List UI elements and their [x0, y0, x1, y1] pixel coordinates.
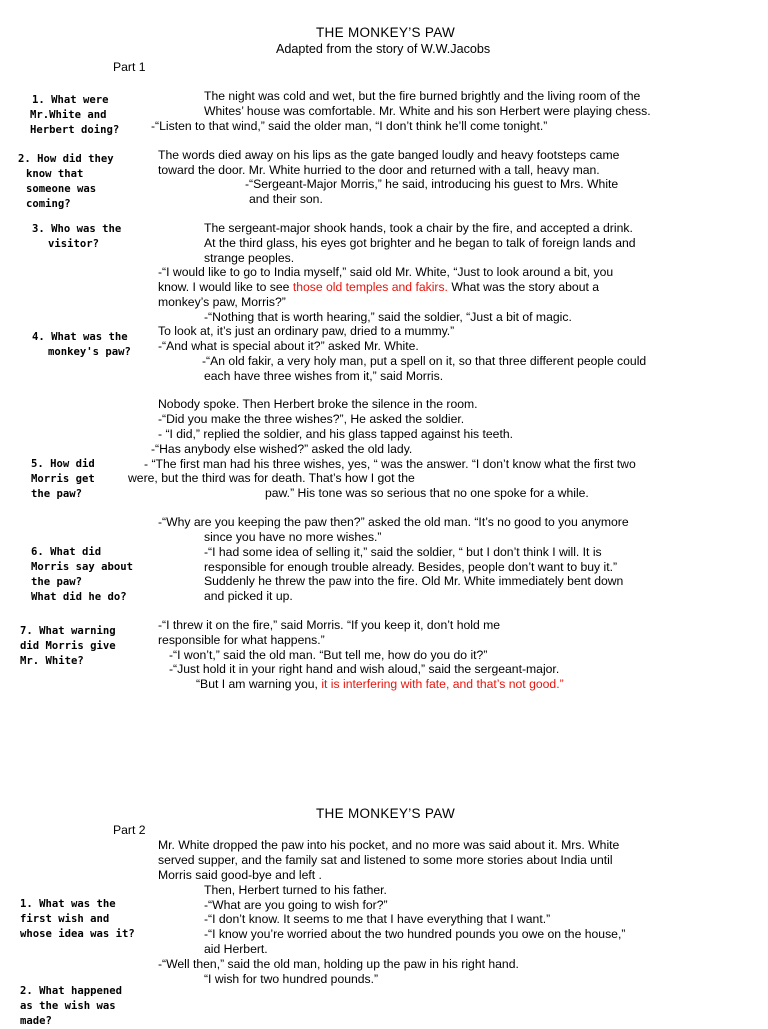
- question-line: Morris say about: [31, 561, 134, 573]
- question-line: the paw?: [31, 488, 83, 500]
- question-line: 7. What warning: [20, 625, 116, 637]
- question-line: the paw?: [31, 576, 83, 588]
- story-line: responsible for enough trouble already. Besides, people don’t want to buy it.”: [204, 560, 618, 574]
- story-line: -“An old fakir, a very holy man, put a spell on it, so that three different people could: [202, 354, 647, 368]
- part1-label: Part 1: [113, 60, 146, 74]
- story-line: -“Just hold it in your right hand and wish aloud,” said the sergeant-major.: [169, 662, 560, 676]
- question-line: as the wish was: [20, 1000, 116, 1012]
- story-line: since you have no more wishes.”: [204, 530, 382, 544]
- story-line: -“Sergeant-Major Morris,” he said, introducing his guest to Mrs. White: [245, 177, 619, 191]
- question-4: [32, 330, 131, 360]
- question-line: made?: [20, 1015, 52, 1027]
- part1-title: THE MONKEY’S PAW: [316, 25, 456, 40]
- question-line: first wish and: [20, 913, 110, 925]
- story-line: each have three wishes from it,” said Morris.: [204, 369, 444, 383]
- question-2: [18, 152, 114, 212]
- story-line: - “The first man had his three wishes, yes, “ was the answer. “I don’t know what the first two: [144, 457, 636, 471]
- story-line: paw.” His tone was so serious that no one spoke for a while.: [265, 486, 589, 500]
- question-line: 3. Who was the: [32, 223, 122, 235]
- story-line: -“Did you make the three wishes?”, He asked the soldier.: [158, 412, 465, 426]
- story-line: -“I had some idea of selling it,” said the soldier, “ but I don’t think I will. It is: [204, 545, 602, 559]
- part2-question-1: [20, 897, 135, 942]
- story-line: -“Has anybody else wished?” asked the old lady.: [151, 442, 413, 456]
- question-5: [31, 457, 95, 502]
- story-line: At the third glass, his eyes got brighter and he began to talk of foreign lands and: [204, 236, 636, 250]
- question-3: [32, 222, 121, 252]
- story-text: “But I am warning you,: [196, 677, 322, 691]
- question-line: coming?: [26, 198, 71, 210]
- story-line: aid Herbert.: [204, 942, 268, 956]
- question-line: Morris get: [31, 473, 95, 485]
- story-line: The words died away on his lips as the gate banged loudly and heavy footsteps came: [158, 148, 620, 162]
- story-line: Suddenly he threw the paw into the fire. Old Mr. White immediately bent down: [204, 574, 624, 588]
- story-line: Nobody spoke. Then Herbert broke the silence in the room.: [158, 397, 478, 411]
- question-line: 4. What was the: [32, 331, 128, 343]
- story-line: -“And what is special about it?” asked Mr. White.: [158, 339, 419, 353]
- story-line: [196, 677, 564, 692]
- story-line: monkey’s paw, Morris?”: [158, 295, 286, 309]
- story-line: -“Well then,” said the old man, holding up the paw in his right hand.: [158, 957, 519, 971]
- story-line: Whites’ house was comfortable. Mr. White and his son Herbert were playing chess.: [204, 104, 651, 118]
- question-line: whose idea was it?: [20, 928, 135, 940]
- story-text: know. I would like to see: [158, 280, 293, 294]
- story-line: and their son.: [249, 192, 323, 206]
- story-line: -“I would like to go to India myself,” said old Mr. White, “Just to look around a bit, you: [158, 265, 614, 279]
- story-line: and picked it up.: [204, 589, 293, 603]
- story-line: Morris said good-bye and left .: [158, 868, 322, 882]
- question-line: 6. What did: [31, 546, 102, 558]
- story-line: were, but the third was for death. That’s how I got the: [128, 471, 415, 485]
- story-line: -“I won’t,” said the old man. “But tell me, how do you do it?”: [169, 648, 488, 662]
- question-line: 5. How did: [31, 458, 95, 470]
- highlighted-text: it is interfering with fate, and that’s not good.”: [321, 677, 564, 691]
- story-line: -“I know you’re worried about the two hundred pounds you owe on the house,”: [204, 927, 626, 941]
- story-line: -“What are you going to wish for?”: [204, 898, 388, 912]
- story-line: responsible for what happens.”: [158, 633, 325, 647]
- part2-title: THE MONKEY’S PAW: [316, 806, 456, 821]
- question-line: Herbert doing?: [30, 124, 120, 136]
- question-line: 1. What were: [32, 94, 109, 106]
- story-line: Mr. White dropped the paw into his pocket, and no more was said about it. Mrs. White: [158, 838, 620, 852]
- question-line: 1. What was the: [20, 898, 116, 910]
- question-line: someone was: [26, 183, 97, 195]
- question-line: 2. What happened: [20, 985, 123, 997]
- story-line: -“Nothing that is worth hearing,” said the soldier, “Just a bit of magic.: [204, 310, 572, 324]
- question-line: monkey's paw?: [48, 346, 131, 358]
- highlighted-text: those old temples and fakirs.: [292, 280, 448, 294]
- story-line: -“Why are you keeping the paw then?” asked the old man. “It’s no good to you anymore: [158, 515, 629, 529]
- question-line: Mr. White?: [20, 655, 84, 667]
- question-line: know that: [26, 168, 84, 180]
- story-line: To look at, it’s just an ordinary paw, dried to a mummy.”: [158, 324, 455, 338]
- question-7: [20, 624, 116, 669]
- story-line: served supper, and the family sat and listened to some more stories about India until: [158, 853, 613, 867]
- question-6: [31, 545, 133, 605]
- story-line: strange peoples.: [204, 251, 295, 265]
- part1-subtitle: Adapted from the story of W.W.Jacobs: [276, 42, 491, 56]
- story-line: Then, Herbert turned to his father.: [204, 883, 387, 897]
- story-line: - “I did,” replied the soldier, and his glass tapped against his teeth.: [158, 427, 514, 441]
- question-line: Mr.White and: [30, 109, 107, 121]
- story-line: toward the door. Mr. White hurried to the door and returned with a tall, heavy man.: [158, 163, 600, 177]
- part2-label: Part 2: [113, 823, 146, 837]
- story-line: -“I don’t know. It seems to me that I have everything that I want.”: [204, 912, 551, 926]
- question-1: [30, 93, 119, 138]
- story-line: The night was cold and wet, but the fire burned brightly and the living room of the: [204, 89, 641, 103]
- story-line: “I wish for two hundred pounds.”: [204, 972, 379, 986]
- question-line: did Morris give: [20, 640, 116, 652]
- question-line: 2. How did they: [18, 153, 114, 165]
- part2-question-2: [20, 984, 122, 1029]
- story-text: What was the story about a: [447, 280, 600, 294]
- story-line: The sergeant-major shook hands, took a chair by the fire, and accepted a drink.: [204, 221, 633, 235]
- question-line: What did he do?: [31, 591, 127, 603]
- story-line: -“Listen to that wind,” said the older man, “I don’t think he’ll come tonight.”: [151, 119, 548, 133]
- story-line: [158, 280, 599, 295]
- story-line: -“I threw it on the fire,” said Morris. “If you keep it, don’t hold me: [158, 618, 501, 632]
- question-line: visitor?: [48, 238, 100, 250]
